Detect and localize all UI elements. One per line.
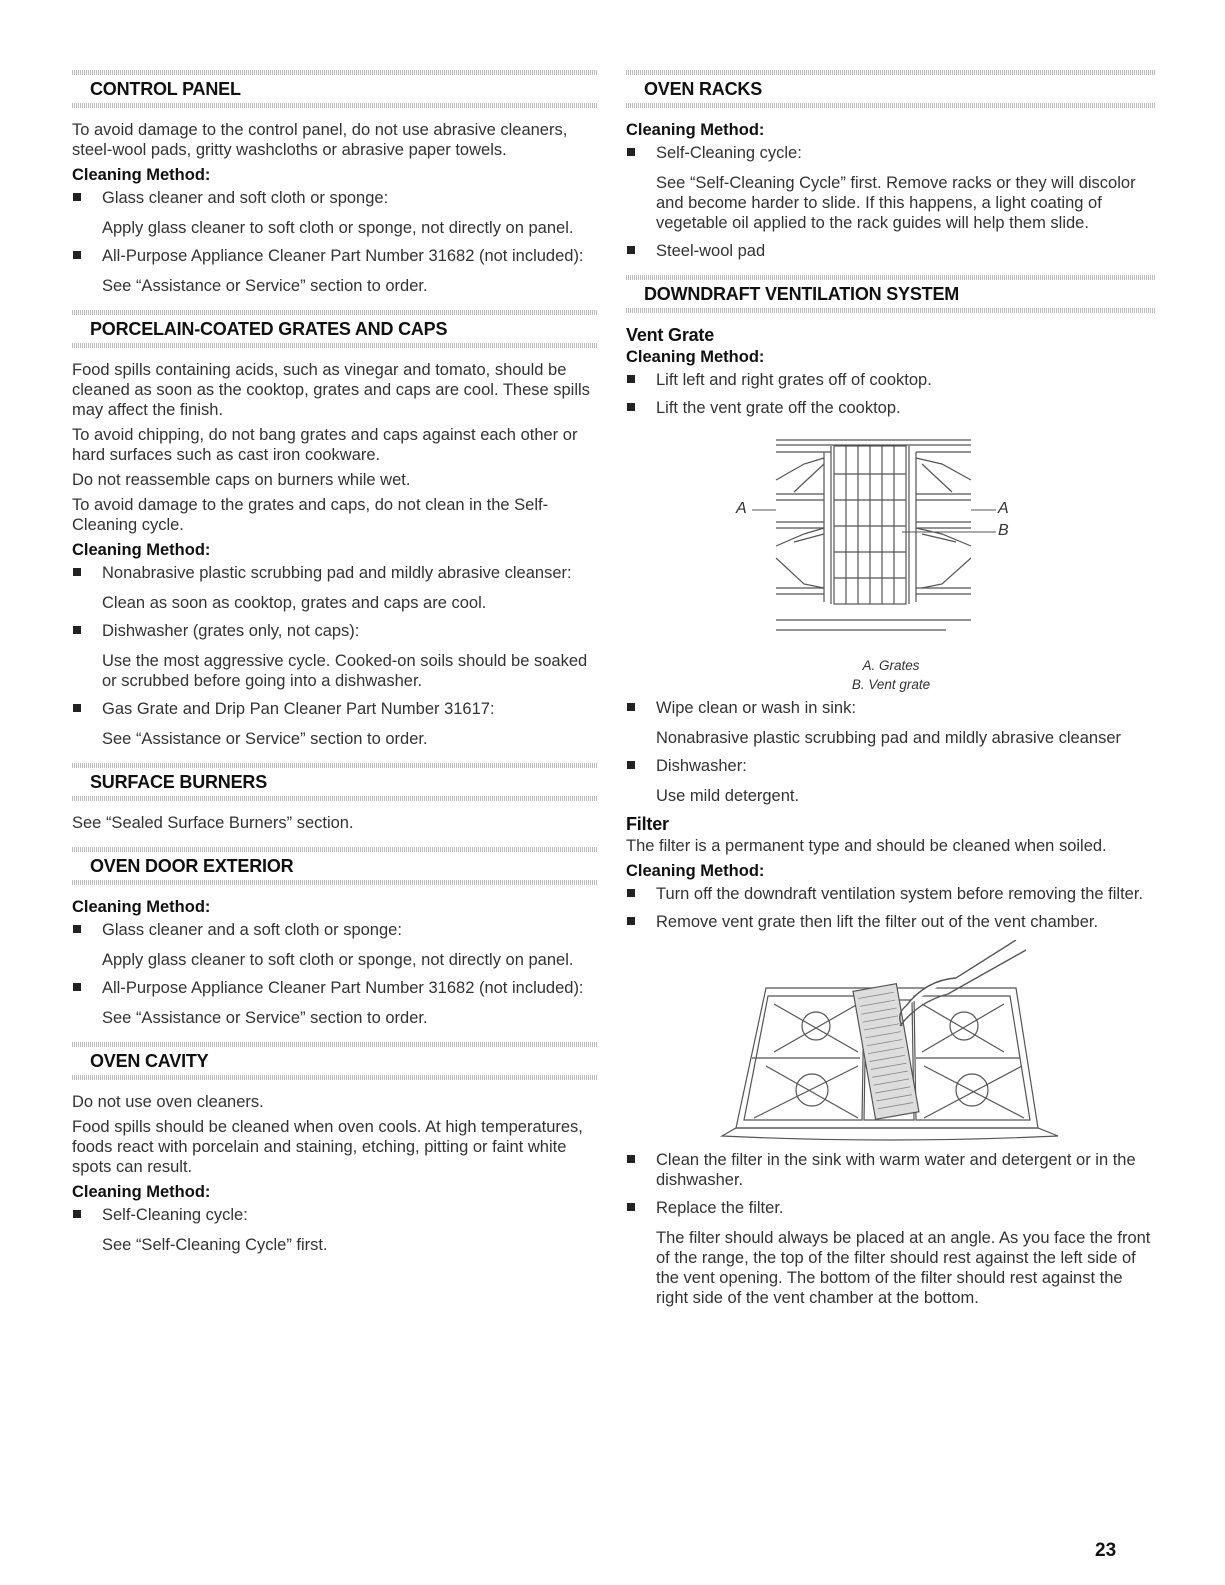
- list-item: [626, 398, 1156, 418]
- surface-burners-section: [72, 763, 598, 833]
- cleaning-method-label: Cleaning Method:: [72, 166, 211, 184]
- control-panel-section: [72, 70, 598, 296]
- bullet-icon: [627, 375, 635, 383]
- list-item: [72, 621, 598, 691]
- list-item: [72, 188, 598, 238]
- bullet-icon: [73, 193, 81, 201]
- section-header: [72, 310, 598, 348]
- left-column: [72, 70, 598, 1269]
- header-rule-bottom: [626, 308, 1156, 313]
- item-text: Self-Cleaning cycle:: [102, 1206, 248, 1224]
- callout-a-left: A: [736, 500, 747, 517]
- item-detail: The filter should always be placed at an angle. As you face the front of the range, the top of the filter should rest against the left side of the vent opening. The bottom of the filter should rest against the right side of the vent chamber at the bottom.: [656, 1229, 1151, 1307]
- cleaning-method-label: Cleaning Method:: [72, 1183, 211, 1201]
- bullet-icon: [73, 983, 81, 991]
- filter-intro: The filter is a permanent type and should be cleaned when soiled.: [626, 837, 1107, 855]
- bullet-icon: [73, 1210, 81, 1218]
- list-item: [72, 978, 598, 1028]
- paragraph: Food spills should be cleaned when oven cools. At high temperatures, foods react with porcelain and staining, etching, pitting or faint white spots can result.: [72, 1118, 583, 1176]
- oven-door-section: [72, 847, 598, 1028]
- item-text: All-Purpose Appliance Cleaner Part Number 31682 (not included):: [102, 979, 584, 997]
- item-text: Steel-wool pad: [656, 242, 766, 260]
- bullet-icon: [73, 704, 81, 712]
- item-detail: Apply glass cleaner to soft cloth or sponge, not directly on panel.: [102, 219, 574, 237]
- method-list: [72, 563, 598, 749]
- item-text: Replace the filter.: [656, 1199, 784, 1217]
- paragraph: Do not reassemble caps on burners while wet.: [72, 471, 411, 489]
- filter-removal-diagram: [626, 940, 1156, 1150]
- caption-b: B. Vent grate: [851, 677, 931, 692]
- section-title: OVEN DOOR EXTERIOR: [90, 856, 294, 876]
- list-item: [72, 699, 598, 749]
- item-text: All-Purpose Appliance Cleaner Part Number 31682 (not included):: [102, 247, 584, 265]
- right-column: [626, 70, 1156, 1322]
- cleaning-method-label: Cleaning Method:: [626, 862, 765, 880]
- oven-cavity-section: [72, 1042, 598, 1255]
- oven-racks-section: [626, 70, 1156, 261]
- caption-a: A. Grates: [862, 658, 920, 673]
- list-item: [626, 884, 1156, 904]
- list-item: [626, 241, 1156, 261]
- cleaning-method-label: Cleaning Method:: [72, 898, 211, 916]
- item-detail: See “Assistance or Service” section to order.: [102, 277, 428, 295]
- bullet-icon: [73, 251, 81, 259]
- item-detail: Clean as soon as cooktop, grates and caps are cool.: [102, 594, 487, 612]
- filter-figure: [626, 940, 1156, 1150]
- bullet-icon: [73, 626, 81, 634]
- paragraph: Food spills containing acids, such as vinegar and tomato, should be cleaned as soon as the cooktop, grates and caps are cool. These spills may affect the finish.: [72, 361, 590, 419]
- bullet-icon: [627, 917, 635, 925]
- section-title: CONTROL PANEL: [90, 79, 241, 99]
- item-detail: See “Self-Cleaning Cycle” first. Remove racks or they will discolor and become harder to slide. If this happens, a light coating of vegetable oil applied to the rack guides will help them slide.: [656, 174, 1136, 232]
- bullet-icon: [73, 568, 81, 576]
- section-header: [72, 847, 598, 885]
- paragraph: Do not use oven cleaners.: [72, 1093, 264, 1111]
- header-rule-bottom: [72, 880, 598, 885]
- paragraph: See “Sealed Surface Burners” section.: [72, 814, 354, 832]
- section-header: [72, 70, 598, 108]
- method-list: [72, 188, 598, 296]
- cleaning-method-label: Cleaning Method:: [72, 541, 211, 559]
- bullet-icon: [627, 403, 635, 411]
- method-list: [626, 143, 1156, 261]
- method-list: [626, 884, 1156, 932]
- item-text: Wipe clean or wash in sink:: [656, 699, 856, 717]
- downdraft-section: [626, 275, 1156, 1308]
- section-title: OVEN RACKS: [644, 79, 763, 99]
- method-list: [72, 1205, 598, 1255]
- cleaning-method-label: Cleaning Method:: [626, 121, 765, 139]
- item-detail: Apply glass cleaner to soft cloth or sponge, not directly on panel.: [102, 951, 574, 969]
- item-text: Nonabrasive plastic scrubbing pad and mildly abrasive cleanser:: [102, 564, 572, 582]
- vent-grate-heading: Vent Grate: [626, 325, 715, 345]
- list-item: [626, 756, 1156, 806]
- bullet-icon: [73, 925, 81, 933]
- item-text: Dishwasher (grates only, not caps):: [102, 622, 360, 640]
- list-item: [626, 698, 1156, 748]
- item-text: Self-Cleaning cycle:: [656, 144, 802, 162]
- item-text: Glass cleaner and soft cloth or sponge:: [102, 189, 389, 207]
- intro-text: To avoid damage to the control panel, do not use abrasive cleaners, steel-wool pads, gritty washcloths or abrasive paper towels.: [72, 121, 568, 159]
- bullet-icon: [627, 703, 635, 711]
- method-list: [626, 1150, 1156, 1308]
- section-header: [626, 70, 1156, 108]
- filter-heading: Filter: [626, 814, 669, 834]
- section-header: [626, 275, 1156, 313]
- item-detail: Use mild detergent.: [656, 787, 800, 805]
- item-text: Lift the vent grate off the cooktop.: [656, 399, 901, 417]
- section-title: PORCELAIN-COATED GRATES AND CAPS: [90, 319, 448, 339]
- list-item: [72, 920, 598, 970]
- bullet-icon: [627, 1155, 635, 1163]
- paragraph: To avoid damage to the grates and caps, do not clean in the Self-Cleaning cycle.: [72, 496, 549, 534]
- list-item: [626, 143, 1156, 233]
- section-title: DOWNDRAFT VENTILATION SYSTEM: [644, 284, 960, 304]
- method-list: [626, 698, 1156, 806]
- item-detail: See “Assistance or Service” section to order.: [102, 730, 428, 748]
- item-text: Remove vent grate then lift the filter out of the vent chamber.: [656, 913, 1099, 931]
- list-item: [72, 1205, 598, 1255]
- bullet-icon: [627, 1203, 635, 1211]
- section-header: [72, 1042, 598, 1080]
- grates-caps-section: [72, 310, 598, 749]
- callout-a-right: A: [998, 500, 1009, 517]
- list-item: [626, 1198, 1156, 1308]
- bullet-icon: [627, 246, 635, 254]
- list-item: [626, 1150, 1156, 1190]
- vent-grate-diagram: [626, 434, 1156, 654]
- list-item: [626, 912, 1156, 932]
- header-rule-bottom: [72, 343, 598, 348]
- header-rule-bottom: [72, 103, 598, 108]
- item-text: Turn off the downdraft ventilation system before removing the filter.: [656, 885, 1143, 903]
- bullet-icon: [627, 148, 635, 156]
- header-rule-bottom: [626, 103, 1156, 108]
- callout-b: B: [998, 522, 1009, 539]
- cleaning-method-label: Cleaning Method:: [626, 348, 765, 366]
- bullet-icon: [627, 761, 635, 769]
- item-detail: Use the most aggressive cycle. Cooked-on soils should be soaked or scrubbed before going into a dishwasher.: [102, 652, 588, 690]
- bullet-icon: [627, 889, 635, 897]
- section-title: SURFACE BURNERS: [90, 772, 268, 792]
- item-detail: See “Self-Cleaning Cycle” first.: [102, 1236, 328, 1254]
- item-text: Lift left and right grates off of cooktop.: [656, 371, 932, 389]
- header-rule-bottom: [72, 796, 598, 801]
- header-rule-bottom: [72, 1075, 598, 1080]
- item-text: Glass cleaner and a soft cloth or sponge:: [102, 921, 402, 939]
- section-header: [72, 763, 598, 801]
- list-item: [72, 563, 598, 613]
- method-list: [72, 920, 598, 1028]
- item-text: Dishwasher:: [656, 757, 747, 775]
- section-title: OVEN CAVITY: [90, 1051, 209, 1071]
- item-text: Gas Grate and Drip Pan Cleaner Part Number 31617:: [102, 700, 495, 718]
- item-text: Clean the filter in the sink with warm water and detergent or in the dishwasher.: [656, 1151, 1136, 1189]
- item-detail: See “Assistance or Service” section to order.: [102, 1009, 428, 1027]
- list-item: [626, 370, 1156, 390]
- method-list: [626, 370, 1156, 418]
- paragraph: To avoid chipping, do not bang grates and caps against each other or hard surfaces such as cast iron cookware.: [72, 426, 578, 464]
- item-detail: Nonabrasive plastic scrubbing pad and mildly abrasive cleanser: [656, 729, 1121, 747]
- list-item: [72, 246, 598, 296]
- page-number: 23: [1095, 1540, 1117, 1561]
- vent-grate-figure: [626, 426, 1156, 698]
